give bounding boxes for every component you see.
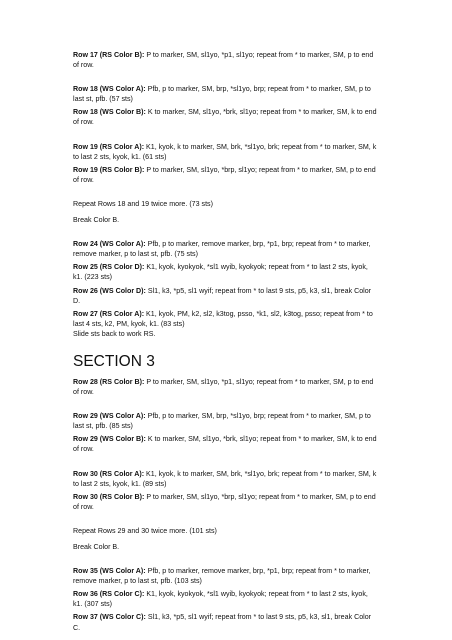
row-instruction <box>73 309 379 329</box>
row-instruction <box>73 239 379 259</box>
row-text: K1, kyok, k to marker, SM, brk, *sl1yo, brk; repeat from * to marker, SM, k to last 2 sts, kyok, k1. (89 sts) <box>73 469 377 488</box>
row-label: Row 19 (RS Color B): <box>73 165 145 174</box>
row-instruction <box>73 566 379 586</box>
row-text: Sl1, k3, *p5, sl1 wyif; repeat from * to last 9 sts, p5, k3, sl1, break Color D. <box>73 286 372 305</box>
row-label: Row 18 (WS Color A): <box>73 85 146 94</box>
row-text: P to marker, SM, sl1yo, *brp, sl1yo; repeat from * to marker, SM, p to end of row. <box>73 165 376 184</box>
row-label: Row 17 (RS Color B): <box>73 51 145 59</box>
row-instruction <box>73 434 379 454</box>
row-text: Repeat Rows 18 and 19 twice more. (73 sts) <box>73 199 213 208</box>
section-heading: SECTION 3 <box>73 352 155 370</box>
row-instruction <box>73 50 379 70</box>
row-text: Break Color B. <box>73 216 120 225</box>
row-instruction <box>73 84 379 104</box>
row-instruction <box>73 165 379 185</box>
note-text <box>73 329 379 339</box>
row-label: Row 29 (WS Color B): <box>73 435 146 444</box>
row-instruction <box>73 377 379 397</box>
note-text <box>73 526 379 536</box>
row-label: Row 18 (WS Color B): <box>73 108 146 117</box>
row-label: Row 26 (WS Color D): <box>73 286 146 295</box>
row-instruction <box>73 262 379 282</box>
pattern-page <box>73 50 379 633</box>
row-label: Row 36 (RS Color C): <box>73 590 145 599</box>
note-text <box>73 215 379 225</box>
row-label: Row 19 (RS Color A): <box>73 142 145 151</box>
row-instruction <box>73 142 379 162</box>
row-text: K to marker, SM, sl1yo, *brk, sl1yo; repeat from * to marker, SM, k to end of row. <box>73 108 377 127</box>
row-text: P to marker, SM, sl1yo, *brp, sl1yo; repeat from * to marker, SM, p to end of row. <box>73 492 376 511</box>
row-text: K1, kyok, kyokyok, *sl1 wyib, kyokyok; repeat from * to last 2 sts, kyok, k1. (307 sts) <box>73 590 368 609</box>
row-instruction <box>73 286 379 306</box>
row-instruction <box>73 411 379 431</box>
note-text <box>73 199 379 209</box>
row-label: Row 30 (RS Color B): <box>73 492 145 501</box>
row-text: P to marker, SM, sl1yo, *p1, sl1yo; repeat from * to marker, SM, p to end of row. <box>73 51 374 70</box>
row-label: Row 28 (RS Color B): <box>73 377 145 386</box>
row-label: Row 25 (RS Color D): <box>73 263 145 272</box>
row-label: Row 35 (WS Color A): <box>73 567 146 576</box>
row-label: Row 27 (RS Color A): <box>73 309 145 318</box>
row-text: K1, kyok, PM, k2, sl2, k3tog, psso, *k1, sl2, k3tog, psso; repeat from * to last 4 sts, k2, PM, kyok, k1. (83 sts) <box>73 309 373 328</box>
row-label: Row 29 (WS Color A): <box>73 412 146 421</box>
row-text: Pfb, p to marker, remove marker, brp, *p1, brp; repeat from * to marker, remove marker, p to last st, pfb. (75 sts) <box>73 240 371 259</box>
row-instruction <box>73 492 379 512</box>
row-text: Sl1, k3, *p5, sl1 wyif; repeat from * to last 9 sts, p5, k3, sl1, break Color C. <box>73 613 372 632</box>
row-text: Pfb, p to marker, SM, brp, *sl1yo, brp; repeat from * to marker, SM, p to last st, pfb. (57 sts) <box>73 85 371 104</box>
row-text: Pfb, p to marker, remove marker, brp, *p1, brp; repeat from * to marker, remove marker, p to last st, pfb. (103 sts) <box>73 567 371 586</box>
row-text: Pfb, p to marker, SM, brp, *sl1yo, brp; repeat from * to marker, SM, p to last st, pfb. (85 sts) <box>73 412 371 431</box>
row-text: K1, kyok, kyokyok, *sl1 wyib, kyokyok; repeat from * to last 2 sts, kyok, k1. (223 sts) <box>73 263 368 282</box>
row-instruction <box>73 612 379 632</box>
row-text: Break Color B. <box>73 543 120 551</box>
row-instruction <box>73 589 379 609</box>
row-text: K1, kyok, k to marker, SM, brk, *sl1yo, brk; repeat from * to marker, SM, k to last 2 sts, kyok, k1. (61 sts) <box>73 142 377 161</box>
row-label: Row 37 (WS Color C): <box>73 613 146 622</box>
row-text: Slide sts back to work RS. <box>73 329 156 338</box>
row-label: Row 24 (WS Color A): <box>73 240 146 249</box>
row-text: K to marker, SM, sl1yo, *brk, sl1yo; repeat from * to marker, SM, k to end of row. <box>73 435 377 454</box>
row-text: P to marker, SM, sl1yo, *p1, sl1yo; repeat from * to marker, SM, p to end of row. <box>73 377 374 397</box>
row-label: Row 30 (RS Color A): <box>73 469 145 478</box>
row-instruction <box>73 107 379 127</box>
row-text: Repeat Rows 29 and 30 twice more. (101 sts) <box>73 526 217 535</box>
row-instruction <box>73 469 379 489</box>
note-text <box>73 542 379 552</box>
